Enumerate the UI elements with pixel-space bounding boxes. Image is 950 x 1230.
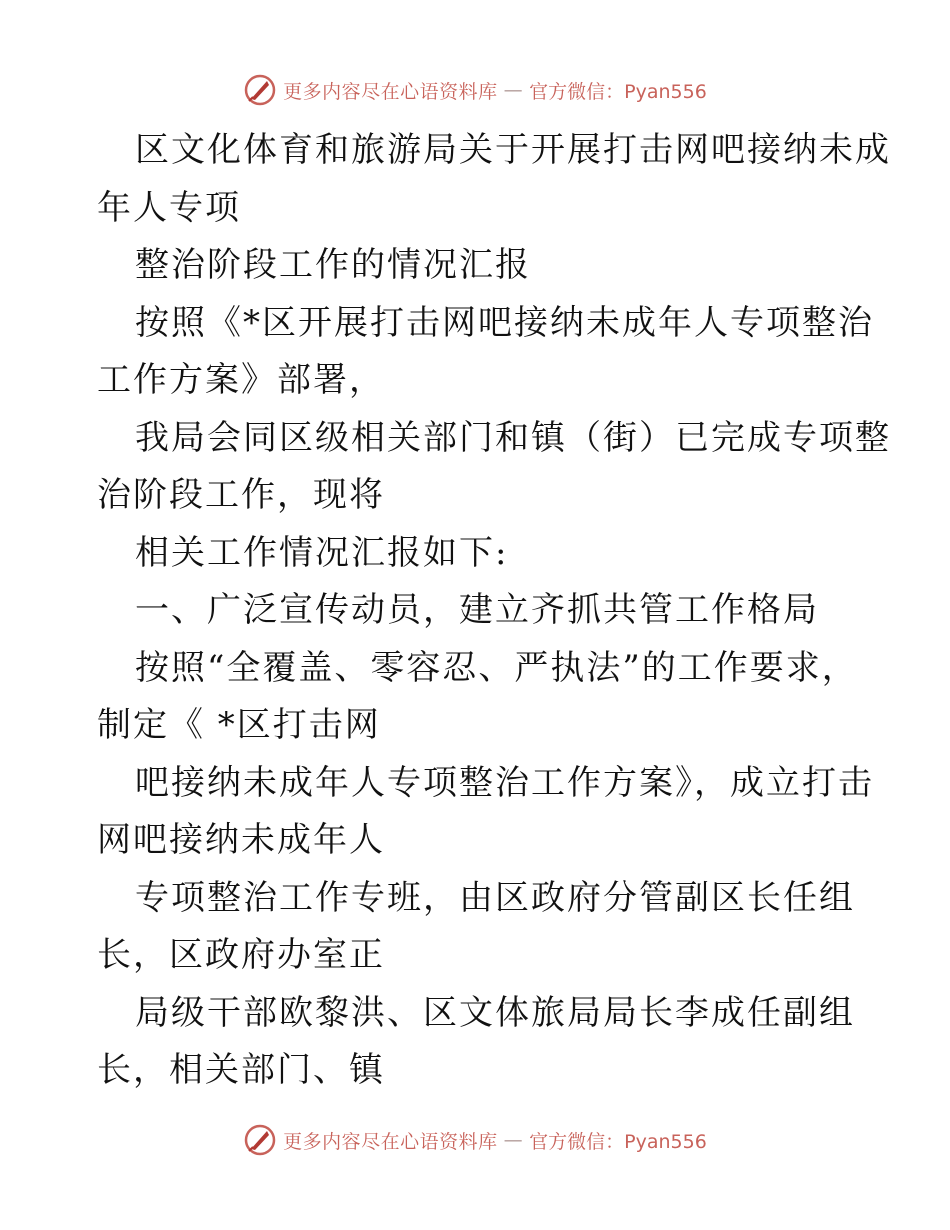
- document-line: 我局会同区级相关部门和镇（街）已完成专项整: [135, 417, 891, 458]
- document-line: 工作方案》部署，: [97, 360, 385, 400]
- document-body: [97, 122, 891, 1100]
- document-line: 按照“全覆盖、零容忍、严执法”的工作要求，: [135, 647, 858, 688]
- watermark-text: 更多内容尽在心语资料库: [283, 80, 498, 103]
- document-line: 相关工作情况汇报如下:: [135, 532, 509, 573]
- document-line: 局级干部欧黎洪、区文体旅局局长李成任副组: [135, 992, 855, 1033]
- watermark-contact: 官方微信：Pyan556: [529, 80, 707, 103]
- document-line: 治阶段工作，现将: [97, 475, 385, 515]
- document-line: 按照《*区开展打击网吧接纳未成年人专项整治: [135, 302, 874, 343]
- feather-pen-logo-icon: [243, 73, 277, 107]
- document-line: 制定《 *区打击网: [97, 705, 381, 745]
- document-line: 长，相关部门、镇: [97, 1050, 385, 1090]
- document-line: 整治阶段工作的情况汇报: [135, 245, 531, 285]
- document-line: 长，区政府办室正: [97, 935, 385, 975]
- document-line: 专项整治工作专班，由区政府分管副区长任组: [135, 877, 855, 918]
- document-line: 网吧接纳未成年人: [97, 820, 385, 860]
- header-watermark-banner: [0, 70, 950, 110]
- watermark-dash: —: [503, 79, 524, 101]
- feather-pen-logo-icon: [243, 1123, 277, 1157]
- watermark-dash: —: [503, 1129, 524, 1151]
- document-line: 一、广泛宣传动员，建立齐抓共管工作格局: [135, 590, 819, 630]
- watermark-text: 更多内容尽在心语资料库: [283, 1130, 498, 1153]
- document-line: 区文化体育和旅游局关于开展打击网吧接纳未成: [135, 130, 891, 170]
- footer-watermark-banner: [0, 1120, 950, 1160]
- document-line: 吧接纳未成年人专项整治工作方案》，成立打击: [135, 762, 874, 803]
- watermark-contact: 官方微信：Pyan556: [529, 1130, 707, 1153]
- document-line: 年人专项: [97, 187, 241, 228]
